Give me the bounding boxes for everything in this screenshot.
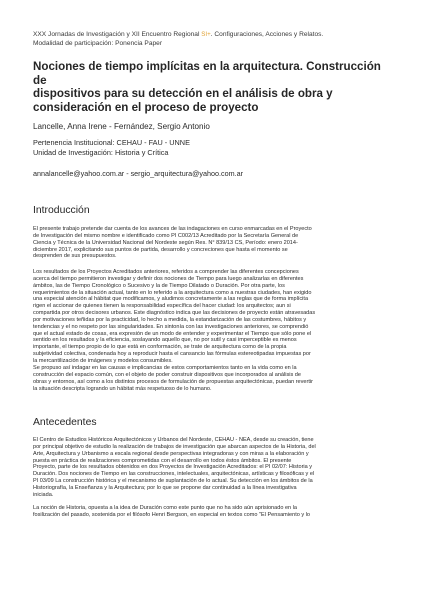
text-line: PI 03/09 La construcción histórica y el mecanismo de suplantación de lo actual. Su detección en los ámbitos de la	[33, 478, 313, 485]
text-line: importante, el tiempo propio de lo que está en conformación, se trate de arquitectura como de la propia	[33, 344, 287, 351]
text-line: Se propuso así indagar en las causas e implicancias de estos comportamientos tanto en la vida como en la	[33, 365, 297, 371]
text-line: obras y entornos, así como a los distintos procesos de formulación de propuestas arquitectónicas, puedan revertir	[33, 378, 313, 385]
conference-line-1: XXX Jornadas de Investigación y XII Encuentro Regional SI+. Configuraciones, Acciones y Relatos.	[33, 31, 324, 38]
text-line: que el actual estado de cosas, era expresión de un modo de entender y experimentar el Tiempo que sólo pone el	[33, 330, 312, 337]
text-line: por motivaciones teñidas por la practicidad, lo hecho a medida, la estandarización de las costumbres, hábitos y	[33, 316, 307, 323]
text-line: Los resultados de los Proyectos Acreditados anteriores, referidos a comprender las diferentes concepciones	[33, 269, 299, 275]
text-line: por principal objetivo de estudio la realización de trabajos de investigación que abarcan aspectos de la Historia, del	[33, 443, 316, 450]
si-logo-mark: SI+	[201, 31, 211, 38]
text-line: construcción del espacio común, con el objeto de poder construir dispositivos que incorporados al análisis de	[33, 371, 301, 378]
text-line: desprenden de sus presupuestos.	[33, 253, 117, 260]
text-line: Arte, Arquitectura y Urbanismo a escala regional desde perspectivas integradoras y con miras a la elaboración y	[33, 450, 309, 457]
authors: Lancelle, Anna Irene - Fernández, Sergio Antonio	[33, 122, 210, 131]
section-heading-antecedentes: Antecedentes	[33, 417, 97, 428]
text-line: la mercantilización de imágenes y modelos consumibles.	[33, 357, 173, 364]
text-line: fosilización del pasado, sostenida por el filósofo Henri Bergson, en especial en textos como "El Pensamiento y lo	[33, 511, 311, 518]
text-line: iniciada.	[33, 491, 54, 498]
text-line: sentido en los resultados y la eficiencia, soslayando aquello que, no por sutil y casi imperceptible es menos	[33, 337, 297, 344]
title-line: Nociones de tiempo implícitas en la arquitectura. Construcción de	[33, 60, 381, 87]
text-line: Ciencia y Técnica de la Universidad Nacional del Nordeste según Res. N° 839/13 CS, Período: enero 2014-	[33, 239, 298, 246]
text-line: tendencias y el no respeto por las singularidades. En sintonía con las investigaciones anteriores, se comprendió	[33, 323, 309, 330]
text-line: rigen el accionar de quienes tienen la responsabilidad específica del hacer ciudad: los arquitectos; aun si	[33, 303, 291, 310]
conference-header	[33, 31, 389, 48]
paragraph	[33, 269, 390, 365]
paragraph	[33, 365, 390, 392]
title-line: consideración en el proceso de proyecto	[33, 100, 259, 114]
paper-title	[33, 60, 393, 114]
title-line: dispositivos para su detección en el análisis de obra y	[33, 87, 333, 101]
text-line: compartida por otros decisores urbanos. Este diagnóstico indica que las decisiones de proyecto están atravesadas	[33, 310, 316, 317]
text-line: subjetividad colectiva, condenada hoy a reproducir hasta el cansancio las fórmulas estereotipadas impuestas por	[33, 351, 311, 358]
section-heading-introduccion: Introducción	[33, 205, 90, 216]
text-line: El Centro de Estudios Históricos Arquitectónicos y Urbanos del Nordeste, CEHAU - NEA, desde su creación, tiene	[33, 437, 314, 443]
author-emails: annalancelle@yahoo.com.ar - sergio_arquitectura@yahoo.com.ar	[33, 169, 243, 178]
text-line: diciembre 2017, explicitando sus puntos de partida, desarrollo y concreciones que hasta el momento se	[33, 246, 288, 253]
text-line: La noción de Historia, opuesta a la idea de Duración como este punto que no ha sido aún aprisionado en la	[33, 505, 297, 511]
text-line: Proyecto, parte de los resultados obtenidos en dos Proyectos de Investigación Acreditados: el PI 02/07: Historia y	[33, 464, 313, 471]
conference-line-2: Modalidad de participación: Ponencia Paper	[33, 39, 163, 47]
text-line: El presente trabajo pretende dar cuenta de los avances de las indagaciones en curso enmarcadas en el Proyecto	[33, 226, 312, 232]
text-line: puesta en práctica de realizaciones comprometidas con el desarrollo en todos éstos ámbitos. El presente	[33, 457, 292, 464]
affiliation-line: Pertenencia Institucional: CEHAU - FAU - UNNE	[33, 138, 190, 147]
text-line: la situación descripta logrando un hábitat más respetuoso de lo humano.	[33, 385, 212, 392]
affiliation	[33, 138, 190, 157]
text-line: requerimientos de la situación actual, tanto en lo referido a la arquitectura como a nuestras ciudades, han exigido	[33, 289, 312, 296]
paragraph	[33, 505, 390, 519]
paragraph	[33, 226, 390, 260]
text-line: acerca del tiempo permitieron investigar y definir dos nociones de Tiempo para luego analizarlas en diferentes	[33, 275, 304, 282]
text-line: una especial atención al hábitat que modificamos, y aludimos concretamente a las reglas que de forma implícita	[33, 296, 309, 303]
affiliation-line: Unidad de Investigación: Historia y Crítica	[33, 147, 169, 157]
paragraph	[33, 437, 390, 499]
text-line: Historiografía, la Enseñanza y la Arquitectura; por lo que se propone dar continuidad a la línea investigativa	[33, 484, 297, 491]
text-line: de Investigación del mismo nombre e identificado como PI C002/13 Acreditado por la Secretaría General de	[33, 232, 299, 239]
text-line: Duración. Dos nociones de Tiempo en las construcciones, intelectuales, arquitectónicas, artísticas y filosóficas y el	[33, 471, 315, 478]
text-line: ámbitos, las de Tiempo Cronológico o Sucesivo y la de Tiempo Dilatado o Duración. Por otra parte, los	[33, 282, 285, 289]
